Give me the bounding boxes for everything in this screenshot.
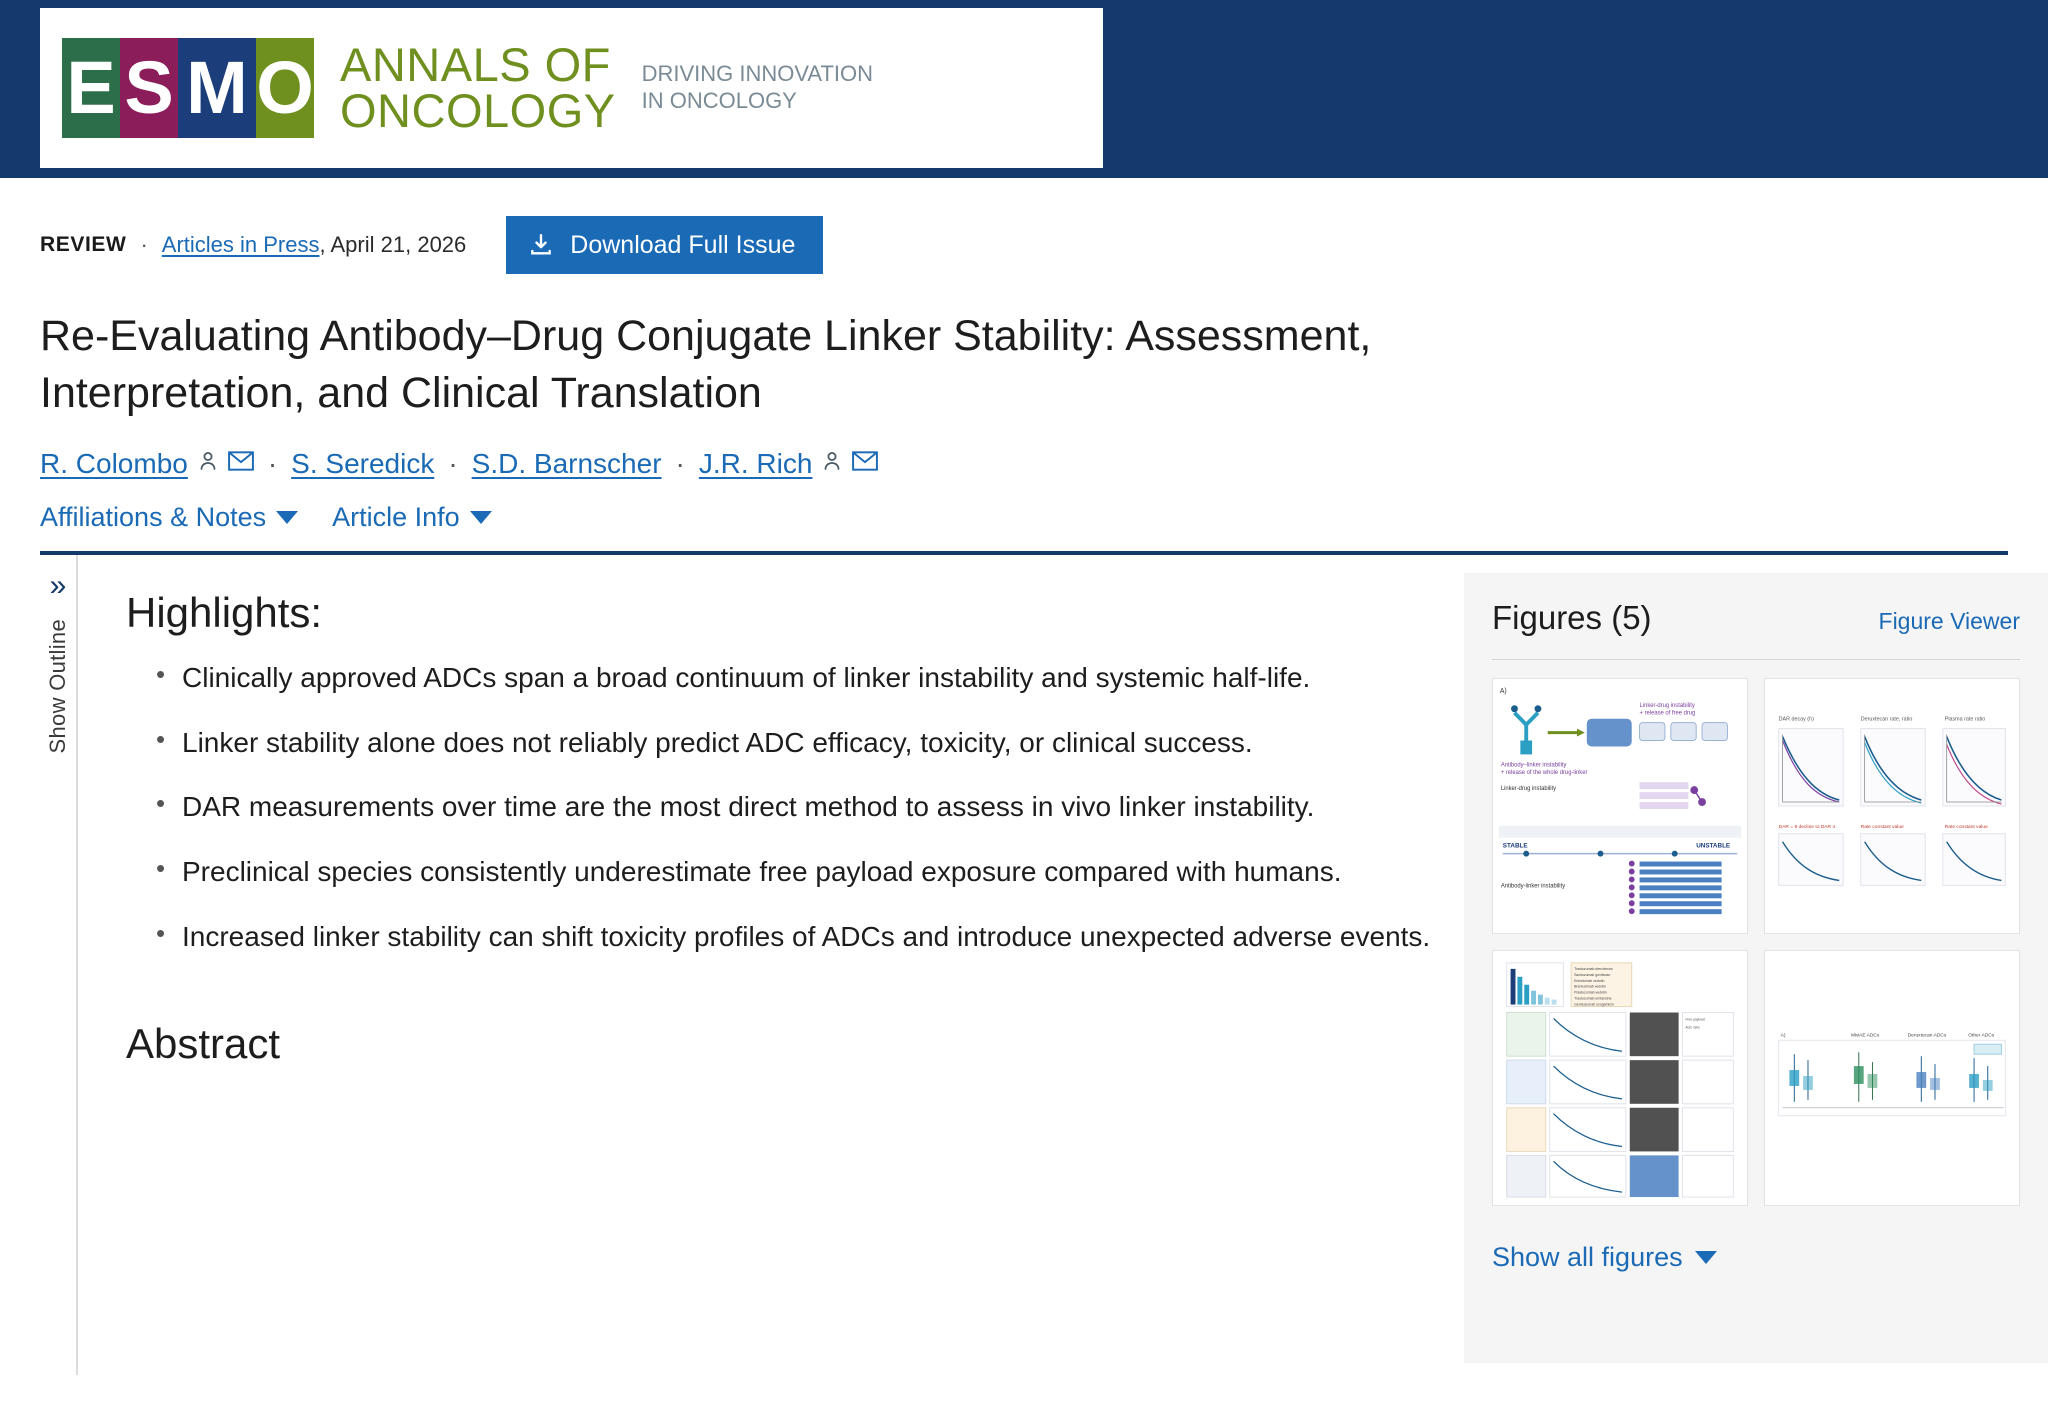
article-info-label: Article Info xyxy=(332,502,460,533)
figure-thumbnail-3[interactable] xyxy=(1492,950,1748,1206)
esmo-letter-s: S xyxy=(120,38,178,138)
svg-text:Rate constant value: Rate constant value xyxy=(1944,825,1988,831)
highlights-heading: Highlights: xyxy=(126,589,323,637)
affiliations-and-notes-toggle[interactable] xyxy=(40,502,298,533)
tagline-line1: DRIVING INNOVATION xyxy=(641,61,874,87)
journal-logo[interactable] xyxy=(40,8,1103,168)
svg-text:+ release of free drug: + release of free drug xyxy=(1639,711,1696,718)
figures-panel-divider xyxy=(1492,659,2020,660)
article-main-column xyxy=(78,555,1438,1375)
svg-text:Deruxtecan rate, ratio: Deruxtecan rate, ratio xyxy=(1860,717,1913,724)
show-all-figures-button[interactable] xyxy=(1492,1242,1717,1273)
list-item: • Increased linker stability can shift toxicity profiles of ADCs and introduce unexpected adverse events. xyxy=(156,916,1438,959)
chevron-down-icon xyxy=(470,511,492,524)
svg-text:Other ADCs: Other ADCs xyxy=(1968,1033,1995,1039)
author-list xyxy=(40,448,2048,480)
svg-text:STABLE: STABLE xyxy=(1502,843,1528,851)
svg-text:+ release of the whole drug-li: + release of the whole drug-linker xyxy=(1500,770,1588,777)
author-profile-icon-1[interactable] xyxy=(196,449,220,480)
svg-text:A): A) xyxy=(1499,688,1507,696)
article-info-toggle[interactable] xyxy=(332,502,492,533)
svg-text:MMAE ADCs: MMAE ADCs xyxy=(1850,1033,1880,1039)
svg-text:Polatuzumab vedotin: Polatuzumab vedotin xyxy=(1574,991,1607,996)
list-item: • Clinically approved ADCs span a broad continuum of linker instability and systemic half-life. xyxy=(156,657,1438,700)
figures-panel-header xyxy=(1492,599,2020,637)
double-chevron-right-icon[interactable]: » xyxy=(49,569,67,603)
author-separator-1: · xyxy=(267,448,278,480)
svg-text:Sacituzumab govitecan: Sacituzumab govitecan xyxy=(1574,973,1611,978)
figures-panel xyxy=(1464,573,2048,1363)
svg-text:Deruxtecan ADCs: Deruxtecan ADCs xyxy=(1907,1033,1947,1039)
articles-in-press-link[interactable]: Articles in Press xyxy=(161,232,320,257)
svg-text:Enfortumab vedotin: Enfortumab vedotin xyxy=(1574,979,1605,984)
journal-name-line1: ANNALS OF xyxy=(340,37,611,91)
svg-text:Plasma rate ratio: Plasma rate ratio xyxy=(1944,717,1986,724)
outline-rail[interactable] xyxy=(40,555,78,1375)
author-separator-2: · xyxy=(448,448,458,480)
journal-name-line2: ONCOLOGY xyxy=(340,84,616,137)
svg-text:Linker-drug instability: Linker-drug instability xyxy=(1639,703,1695,710)
figure-thumbnail-grid xyxy=(1492,678,2020,1206)
esmo-letter-o: O xyxy=(256,38,314,138)
figure-thumbnail-2[interactable] xyxy=(1764,678,2020,934)
svg-text:Brentuximab vedotin: Brentuximab vedotin xyxy=(1574,985,1607,990)
highlights-list xyxy=(126,657,1438,958)
figure-thumbnail-1[interactable] xyxy=(1492,678,1748,934)
author-email-icon-4[interactable] xyxy=(852,450,878,478)
svg-text:Linker-drug instability: Linker-drug instability xyxy=(1500,786,1557,793)
svg-text:Antibody–linker instability: Antibody–linker instability xyxy=(1500,762,1567,769)
journal-title-block xyxy=(340,37,874,137)
journal-tagline xyxy=(642,61,873,115)
download-full-issue-label: Download Full Issue xyxy=(570,230,796,259)
article-type-label: REVIEW xyxy=(40,233,127,256)
author-profile-icon-4[interactable] xyxy=(820,449,844,480)
download-full-issue-button[interactable] xyxy=(506,216,823,274)
abstract-heading: Abstract xyxy=(126,1020,281,1068)
svg-text:AUC ratio: AUC ratio xyxy=(1685,1025,1700,1030)
esmo-letter-e: E xyxy=(62,38,120,138)
page-title: Re-Evaluating Antibody–Drug Conjugate Linker Stability: Assessment, Interpretation, and Clinical Translation xyxy=(40,312,1372,418)
list-item: • Linker stability alone does not reliably predict ADC efficacy, toxicity, or clinical success. xyxy=(156,722,1438,765)
article-body xyxy=(40,555,2048,1375)
author-link-1[interactable]: R. Colombo xyxy=(40,448,188,480)
svg-text:Trastuzumab deruxtecan: Trastuzumab deruxtecan xyxy=(1574,967,1613,972)
svg-text:Gemtuzumab ozogamicin: Gemtuzumab ozogamicin xyxy=(1574,1002,1614,1007)
author-email-icon-1[interactable] xyxy=(228,450,254,478)
esmo-logo-mark xyxy=(62,38,314,138)
site-masthead xyxy=(0,0,2048,178)
chevron-down-icon xyxy=(276,511,298,524)
list-item: • DAR measurements over time are the most direct method to assess in vivo linker instability. xyxy=(156,786,1438,829)
esmo-letter-m: M xyxy=(178,38,256,138)
svg-text:Antibody-linker instability: Antibody-linker instability xyxy=(1500,883,1566,890)
figure-thumbnail-4[interactable] xyxy=(1764,950,2020,1206)
chevron-down-icon xyxy=(1695,1251,1717,1264)
author-link-4[interactable]: J.R. Rich xyxy=(698,448,813,480)
tagline-line2: IN ONCOLOGY xyxy=(641,88,797,113)
svg-text:Trastuzumab emtansine: Trastuzumab emtansine xyxy=(1574,996,1612,1001)
article-page xyxy=(0,178,2048,1375)
svg-text:UNSTABLE: UNSTABLE xyxy=(1696,843,1731,851)
svg-text:DAR = 8 decline to DAR 4: DAR = 8 decline to DAR 4 xyxy=(1778,825,1836,831)
list-item: • Preclinical species consistently underestimate free payload exposure compared with humans. xyxy=(156,851,1438,894)
publication-date: , April 21, 2026 xyxy=(319,232,467,257)
download-icon xyxy=(528,232,554,258)
figure-viewer-link[interactable]: Figure Viewer xyxy=(1878,608,2020,635)
figures-panel-title: Figures (5) xyxy=(1492,599,1652,637)
svg-text:Free payload: Free payload xyxy=(1685,1017,1705,1022)
svg-text:Rate constant value: Rate constant value xyxy=(1860,825,1904,831)
author-separator-3: · xyxy=(675,448,685,480)
author-link-2[interactable]: S. Seredick xyxy=(291,448,435,480)
breadcrumb-separator: · xyxy=(140,232,148,257)
show-outline-label[interactable]: Show Outline xyxy=(45,619,70,754)
journal-name xyxy=(340,37,616,137)
svg-text:DAR decay (h): DAR decay (h) xyxy=(1778,717,1814,724)
breadcrumb xyxy=(40,216,2048,274)
affiliations-and-notes-label: Affiliations & Notes xyxy=(40,502,267,533)
show-all-figures-label: Show all figures xyxy=(1492,1242,1683,1273)
author-link-3[interactable]: S.D. Barnscher xyxy=(471,448,662,480)
svg-text:A): A) xyxy=(1780,1033,1786,1039)
metadata-toggles xyxy=(40,502,2048,533)
